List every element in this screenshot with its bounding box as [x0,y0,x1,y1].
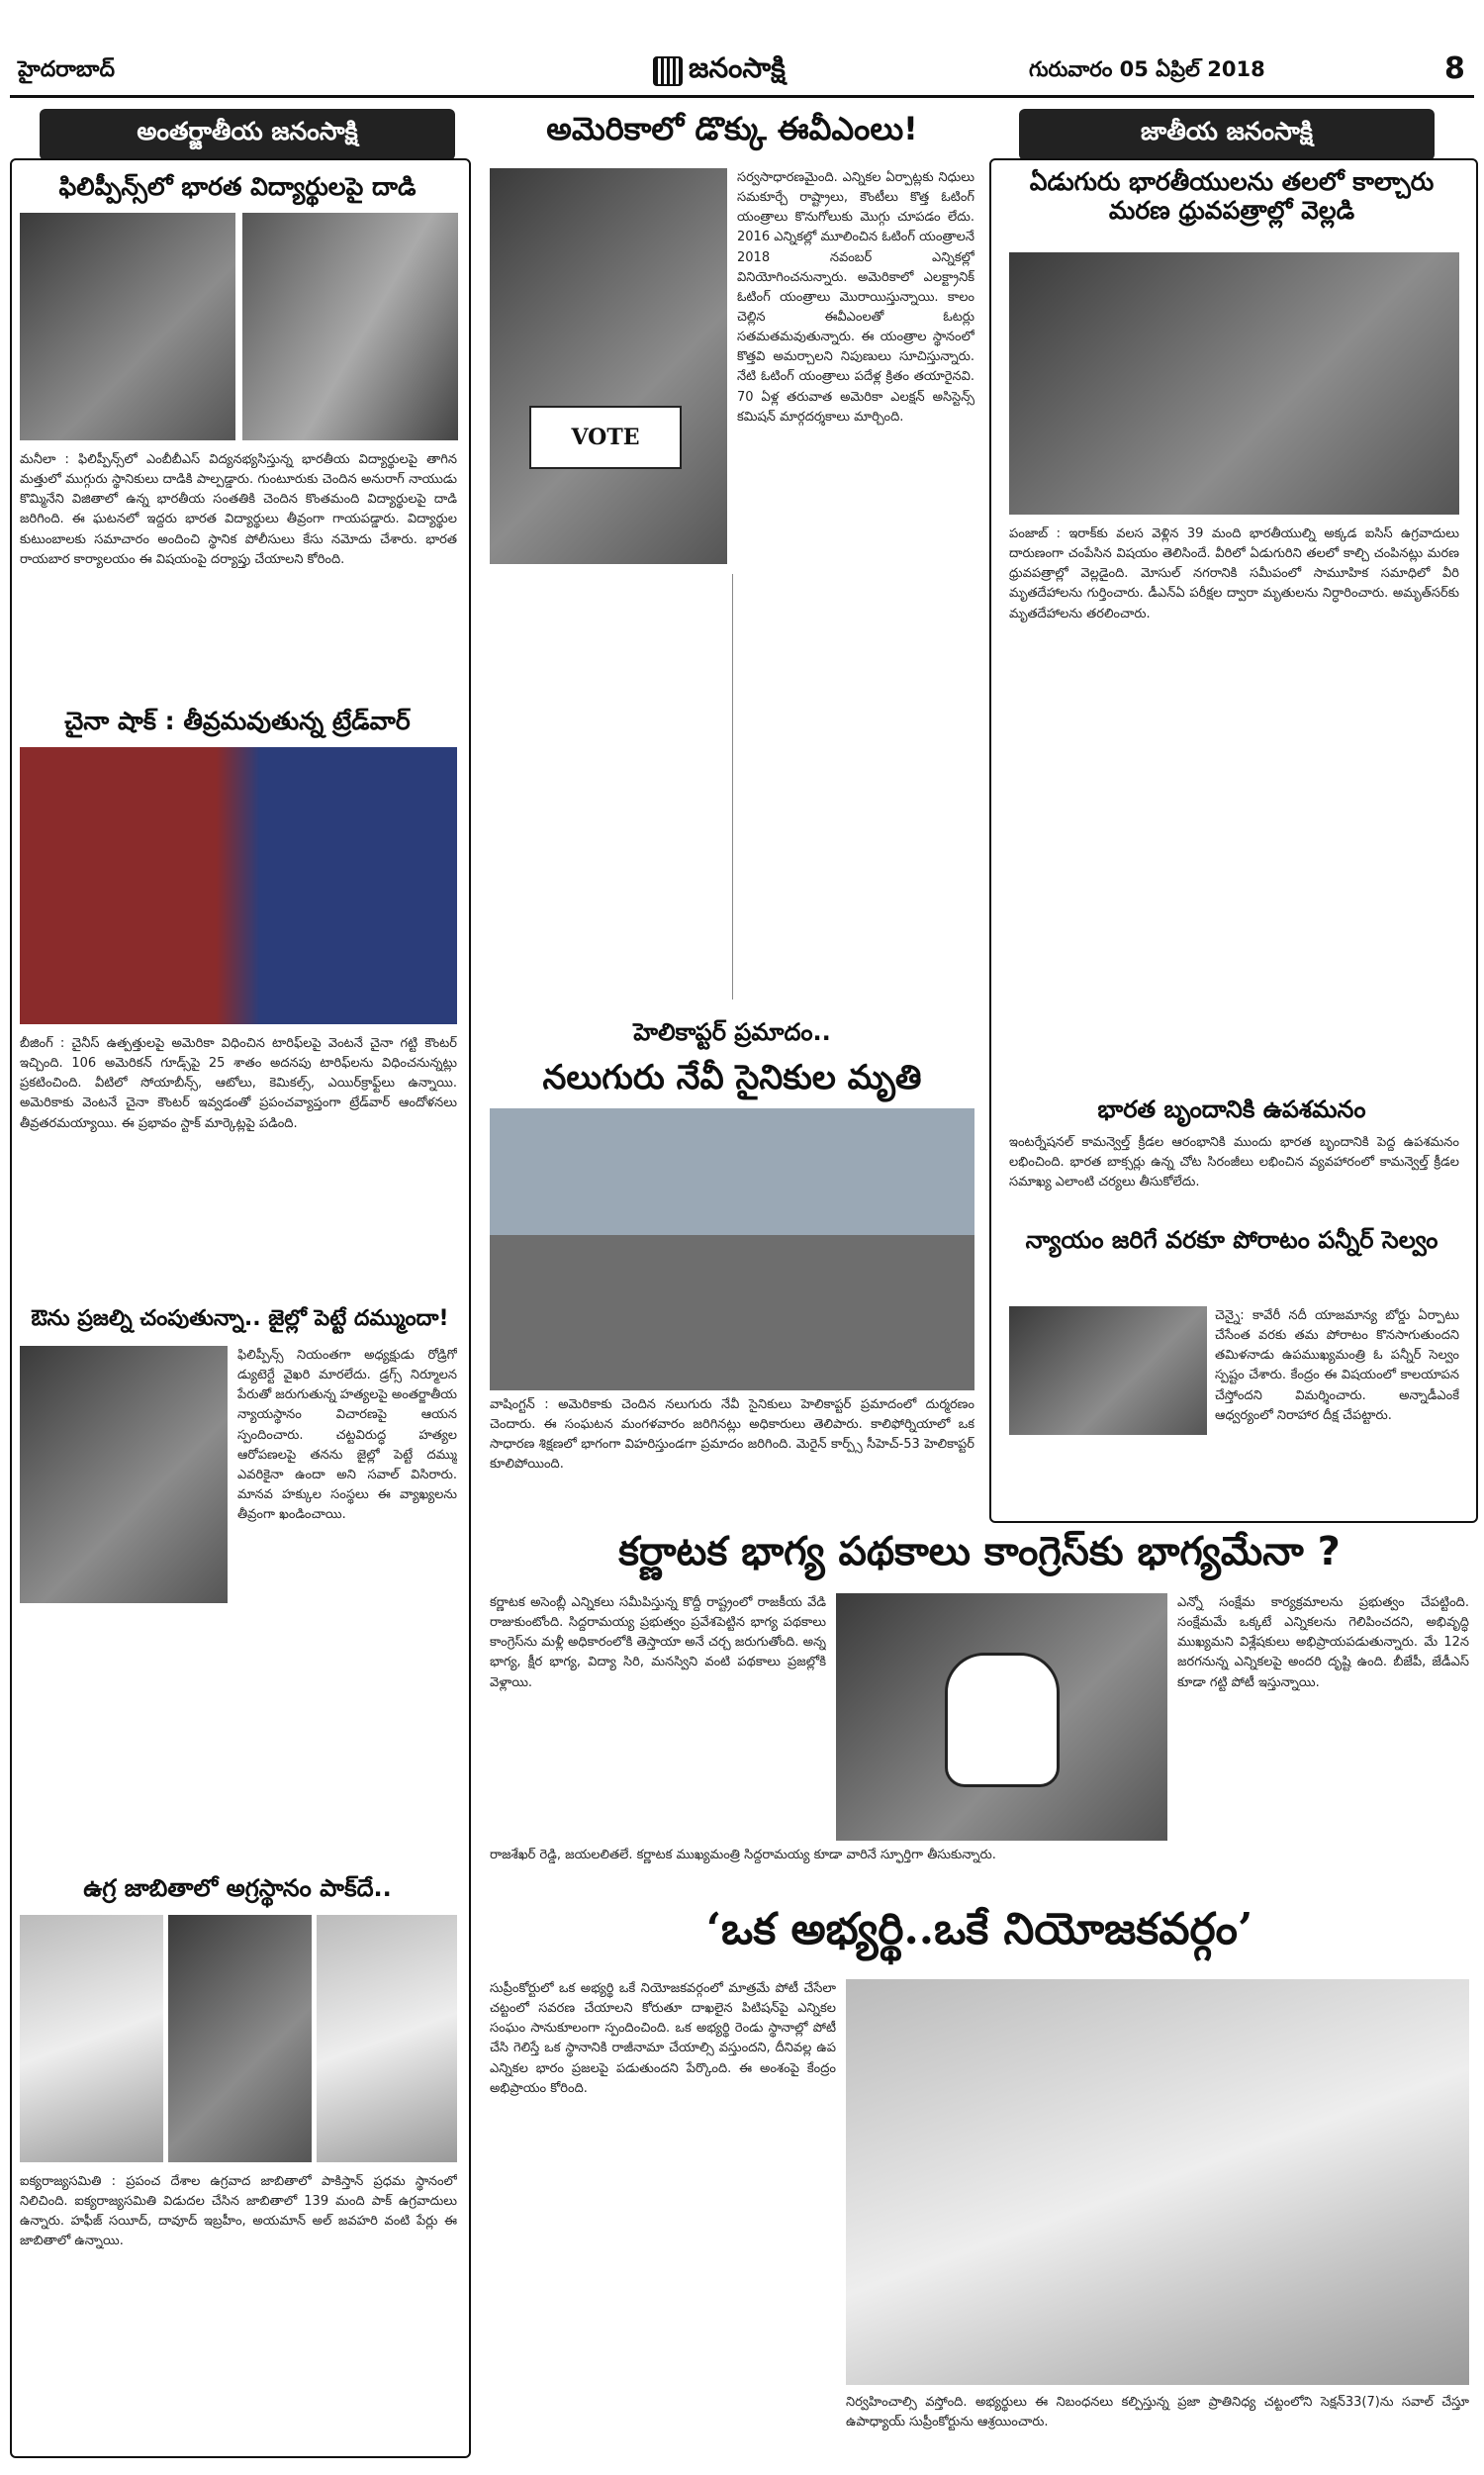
masthead-logo-text: జనంసాక్షి [689,51,786,84]
column-divider [732,574,733,1000]
headline-iraq-victims: ఏడుగురు భారతీయులను తలలో కాల్చారు మరణ ధ్రువపత్రాల్లో వెల్లడి [1029,167,1435,225]
story-us-evm-body-top: సర్వసాధారణమైంది. ఎన్నికల ఏర్పాట్లకు నిధులు సమకూర్చే రాష్ట్రాలు, కౌంటీలు కొత్త ఓటింగ్‌ యంత్రాలు కొనుగోలుకు మొగ్గు చూపడం లేదు. 2016 ఎన్నికల్లో మూలించిన ఓటింగ్‌ యంత్రాలనే 2018 నవంబర్‌ ఎన్నికల్లో వినియోగించనున్నారు. అమెరికాలో ఎలక్ట్రానిక్‌ ఓటింగ్‌ యంత్రాలు మొరాయిస్తున్నాయి. కాలం చెల్లిన ఈవీఎంలతో ఓటర్లు సతమతమవుతున్నారు. ఈ యంత్రాల స్థానంలో కొత్తవి అమర్చాలని నిపుణులు సూచిస్తున్నారు. నేటి ఓటింగ్‌ యంత్రాలు పదేళ్ల క్రితం తయారైనవి. 70 ఏళ్ల తరువాత అమెరికా ఎలక్షన్‌ అసిస్టెన్స్‌ కమిషన్‌ మార్గదర్శకాలు మార్చింది. [737,170,974,425]
section-banner-national: జాతీయ జనంసాక్షి [1019,109,1435,160]
photo-caption-karnataka: రాజశేఖర్‌ రెడ్డి, జయలలితలే. కర్ణాటక ముఖ్యమంత్రి సిద్దరామయ్య కూడా వారినే స్ఫూర్తిగా తీసుకున్నారు. [490,1848,996,1862]
story-one-candidate-body: సుప్రీంకోర్టులో ఒక అభ్యర్థి ఒకే నియోజకవర్గంలో మాత్రమే పోటీ చేసేలా చట్టంలో సవరణ చేయాలని కోరుతూ దాఖలైన పిటిషన్‌పై ఎన్నికల సంఘం సానుకూలంగా స్పందించింది. ఒక అభ్యర్థి రెండు స్థానాల్లో పోటీ చేసి గెలిస్తే ఒక స్థానానికి రాజీనామా చేయాల్సి వస్తుందని, దీనివల్ల ఉప ఎన్నికల భారం ప్రజలపై పడుతుందని పేర్కొంది. ఈ అంశంపై కేంద్రం అభిప్రాయం కోరింది. [490,1981,836,2096]
page-number: 8 [1444,51,1465,86]
story-karnataka-body-right: ఎన్నో సంక్షేమ కార్యక్రమాలను ప్రభుత్వం చేపట్టింది. సంక్షేమమే ఒక్కటే ఎన్నికలను గెలిపించదని, అభివృద్ధి ముఖ్యమని విశ్లేషకులు అభిప్రాయపడుతున్నారు. మే 12న జరగనున్న ఎన్నికలపై అందరి దృష్టి ఉంది. బీజేపీ, జేడీఎస్‌ కూడా గట్టి పోటీ ఇస్తున్నాయి. [1177,1595,1469,1690]
photo-terrorist-2 [168,1915,312,2162]
masthead-date: గురువారం 05 ఏప్రిల్ 2018 [1029,57,1265,81]
photo-us-voting [490,168,727,564]
photo-student-1 [20,213,235,440]
headline-one-candidate: ‘ఒక అభ్యర్థి..ఒకే నియోజకవర్గం’ [705,1904,1253,1954]
headline-duterte: ఔను ప్రజల్ని చంపుతున్నా.. జైల్లో పెట్టే దమ్ముందా! [31,1306,449,1331]
photo-panneerselvam [1009,1306,1207,1435]
headline-karnataka: కర్ణాటక భాగ్య పథకాలు కాంగ్రెస్‌కు భాగ్యమేనా ? [618,1529,1341,1574]
story-karnataka-body-left: కర్ణాటక అసెంబ్లీ ఎన్నికలు సమీపిస్తున్న కొద్దీ రాష్ట్రంలో రాజకీయ వేడి రాజుకుంటోంది. సిద్దరామయ్య ప్రభుత్వం ప్రవేశపెట్టిన భాగ్య పథకాలు కాంగ్రెస్‌ను మళ్లీ అధికారంలోకి తెస్తాయా అనే చర్చ జరుగుతోంది. అన్న భాగ్య, క్షీర భాగ్య, విద్యా సిరి, మనస్విని వంటి పథకాలు ప్రజల్లోకి వెళ్లాయి. [490,1595,826,1690]
vote-sign: VOTE [529,406,682,469]
headline-china-trade-war: చైనా షాక్‌ : తీవ్రమవుతున్న ట్రేడ్‌వార్‌ [64,707,411,735]
photo-grieving-families [1009,252,1459,515]
story-terror-list-body: ఐక్యరాజ్యసమితి : ప్రపంచ దేశాల ఉగ్రవాద జాబితాలో పాకిస్తాన్‌ ప్రధమ స్థానంలో నిలిచింది. ఐక్యరాజ్యసమితి విడుదల చేసిన జాబితాలో 139 మంది పాక్‌ ఉగ్రవాదులు ఉన్నారు. హఫీజ్‌ సయీద్‌, దావూద్‌ ఇబ్రహీం, అయమాన్‌ అల్‌ జవహరి వంటి పేర్లు ఈ జాబితాలో ఉన్నాయి. [20,2174,457,2249]
photo-trade-war [20,747,457,1024]
photo-helicopter [490,1108,974,1390]
photo-terrorist-3 [317,1915,457,2162]
section-banner-international: అంతర్జాతీయ జనంసాక్షి [40,109,455,160]
photo-terrorist-1 [20,1915,163,2162]
newspaper-logo-icon [653,56,683,86]
masthead-rule [10,95,1474,98]
photo-inked-finger [846,1979,1469,2385]
photo-student-2 [242,213,458,440]
story-panneerselvam-body: చెన్నై: కావేరీ నదీ యాజమాన్య బోర్డు ఏర్పాటు చేసేంత వరకు తమ పోరాటం కొనసాగుతుందని తమిళనాడు ఉపముఖ్యమంత్రి ఓ పన్నీర్‌ సెల్వం స్పష్టం చేశారు. కేంద్రం ఈ విషయంలో కాలయాపన చేస్తోందని విమర్శించారు. అన్నాడీఎంకే ఆధ్వర్యంలో నిరాహార దీక్ష చేపట్టారు. [1215,1308,1459,1423]
headline-navy-deaths: నలుగురు నేవీ సైనికుల మృతి [542,1058,922,1097]
photo-duterte [20,1346,228,1603]
headline-us-evm: అమెరికాలో డొక్కు ఈవీఎంలు! [546,110,918,147]
photo-caption-one-candidate: నిర్వహించాల్సి వస్తోంది. అభ్యర్థులు ఈ నిబంధనలు కల్పిస్తున్న ప్రజా ప్రాతినిధ్య చట్టంలోని సెక్షన్‌33(7)ను సవాల్‌ చేస్తూ ఉపాధ్యాయ్‌ సుప్రీంకోర్టును ఆశ్రయించారు. [846,2395,1469,2430]
headline-india-relief: భారత బృందానికి ఉపశమనం [1097,1095,1366,1123]
story-china-trade-war-body: బీజింగ్‌ : చైనీస్‌ ఉత్పత్తులపై అమెరికా విధించిన టారిఫ్‌లపై వెంటనే చైనా గట్టి కౌంటర్‌ ఇచ్చింది. 106 అమెరికన్‌ గూడ్స్‌పై 25 శాతం అదనపు టారిఫ్‌లను విధించనున్నట్లు ప్రకటించింది. వీటిలో సోయాబీన్స్‌, ఆటోలు, కెమికల్స్‌, ఎయిర్‌క్రాఫ్ట్‌లు ఉన్నాయి. అమెరికాకు వెంటనే చైనా కౌంటర్‌ ఇవ్వడంతో ప్రపంచవ్యాప్తంగా ట్రేడ్‌వార్‌ ఆందోళనలు తీవ్రతరమయ్యాయి. ఈ ప్రభావం స్టాక్‌ మార్కెట్లపై పడింది. [20,1036,457,1131]
headline-terror-list: ఉగ్ర జాబితాలో అగ్రస్థానం పాక్‌దే.. [83,1874,392,1902]
story-iraq-victims-body: పంజాబ్‌ : ఇరాక్‌కు వలస వెళ్లిన 39 మంది భారతీయుల్ని అక్కడ ఐసిస్‌ ఉగ్రవాదులు దారుణంగా చంపేసిన విషయం తెలిసిందే. వీరిలో ఏడుగురిని తలలో కాల్చి చంపినట్లు మరణ ధ్రువపత్రాల్లో వెల్లడైంది. మోసుల్‌ నగరానికి సమీపంలో సామూహిక సమాధిలో వీరి మృతదేహాలను గుర్తించారు. డీఎన్‌ఏ పరీక్షల ద్వారా మృతులను నిర్ధారించారు. అమృత్‌సర్‌కు మృతదేహాలను తరలించారు. [1009,526,1459,621]
story-philippines-attack-body: మనీలా : ఫిలిప్పీన్స్‌లో ఎంబీబీఎస్‌ విద్యనభ్యసిస్తున్న భారతీయ విద్యార్థులపై తాగిన మత్తులో ముగ్గురు స్థానికులు దాడికి పాల్పడ్డారు. గుంటూరుకు చెందిన అనురాగ్‌ నాయుడు కొమ్మినేని విజితాలో ఉన్న భారతీయ సంతతికి చెందిన కొంతమంది విద్యార్థులపై దాడి జరిగింది. ఈ ఘటనలో ఇద్దరు భారత విద్యార్థులు తీవ్రంగా గాయపడ్డారు. విద్యార్థుల కుటుంబాలకు సమాచారం అందించి స్థానిక పోలీసులు కేసు నమోదు చేశారు. భారత రాయబార కార్యాలయం ఈ విషయంపై దర్యాప్తు చేయాలని కోరింది. [20,452,457,567]
masthead-logo [653,51,786,91]
photo-congress-hand [836,1593,1167,1841]
headline-panneerselvam: న్యాయం జరిగే వరకూ పోరాటం పన్నీర్‌ సెల్వం [1025,1226,1438,1254]
story-navy-deaths-body: వాషింగ్టన్‌ : అమెరికాకు చెందిన నలుగురు నేవీ సైనికులు హెలికాప్టర్‌ ప్రమాదంలో దుర్మరణం చెందారు. ఈ సంఘటన మంగళవారం జరిగినట్లు అధికారులు తెలిపారు. కాలిఫోర్నియాలో ఒక సాధారణ శిక్షణలో భాగంగా విహరిస్తుండగా ప్రమాదం జరిగింది. మెరైన్‌ కార్ప్స్‌ సీహెచ్‌-53 హెలికాప్టర్‌ కూలిపోయింది. [490,1397,974,1473]
story-india-relief-body: ఇంటర్నేషనల్‌ కామన్వెల్త్‌ క్రీడల ఆరంభానికి ముందు భారత బృందానికి పెద్ద ఉపశమనం లభించింది. భారత బాక్సర్లు ఉన్న చోట సిరంజీలు లభించిన వ్యవహారంలో కామన్వెల్త్‌ క్రీడల సమాఖ్య ఎలాంటి చర్యలు తీసుకోలేదు. [1009,1135,1459,1190]
kicker-helicopter: హెలికాప్టర్‌ ప్రమాదం.. [633,1018,831,1046]
congress-hand-icon [945,1653,1060,1787]
masthead-city: హైదరాబాద్ [18,57,115,82]
story-duterte-body-side: ఫిలిప్పీన్స్‌ నియంతగా అధ్యక్షుడు రోడ్రిగో డ్యుటెర్టే వైఖరి మారలేదు. డ్రగ్స్‌ నిర్మూలన పేరుతో జరుగుతున్న హత్యలపై అంతర్జాతీయ న్యాయస్థానం విచారణపై ఆయన స్పందించారు. చట్టవిరుద్ధ హత్యల ఆరోపణలపై తనను జైల్లో పెట్టే దమ్ము ఎవరికైనా ఉందా అని సవాల్‌ విసిరారు. మానవ హక్కుల సంస్థలు ఈ వ్యాఖ్యలను తీవ్రంగా ఖండించాయి. [237,1348,457,1523]
headline-philippines-attack: ఫిలిప్పీన్స్‌లో భారత విద్యార్థులపై దాడి [58,172,417,201]
